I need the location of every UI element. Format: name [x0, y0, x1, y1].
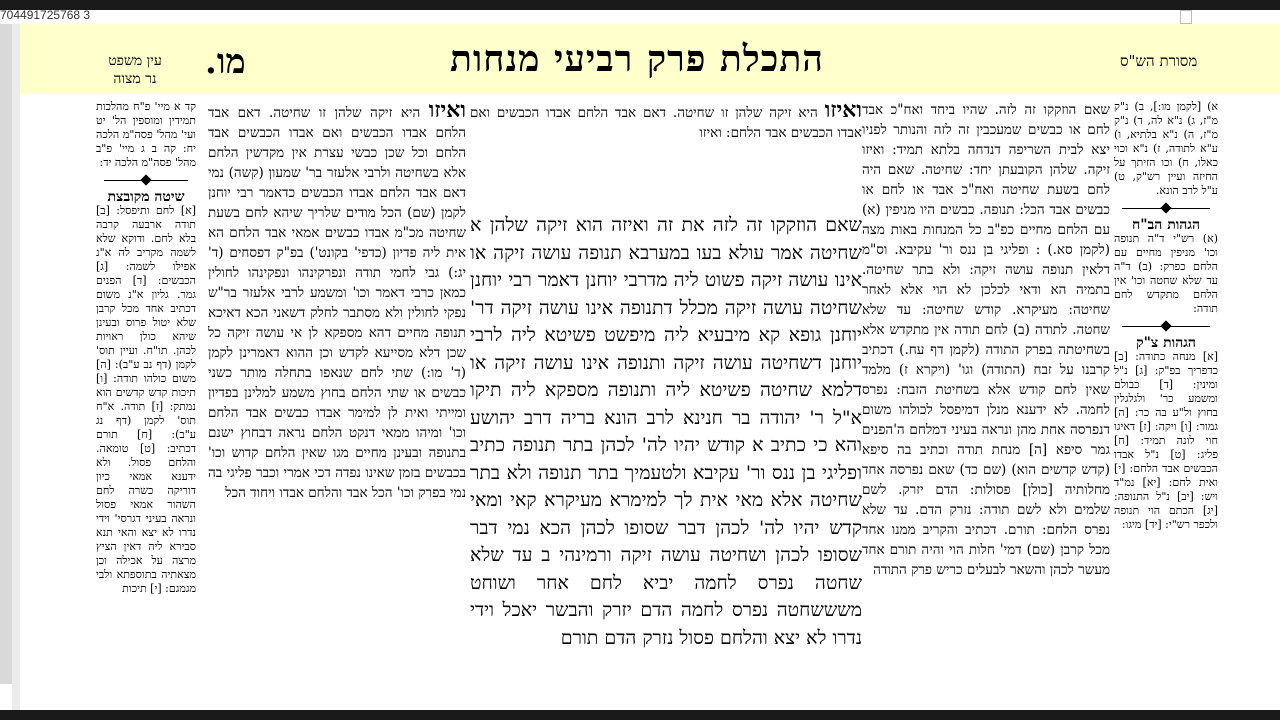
header-ein-mishpat: [102, 52, 168, 88]
left-scroll-rail[interactable]: [0, 24, 12, 684]
top-commentary: [470, 100, 862, 210]
shita-title: שיטה מקובצת: [107, 189, 185, 205]
rashi-column: [862, 100, 1110, 708]
tzion-title: הגהות צ"ק: [1136, 335, 1196, 351]
page-id-label: 704491725768 3: [0, 8, 91, 22]
ein-mishpat-notes: קד א מיי' פ"ח מהלכות תמידין ומוספין הל' יט ועי' מהל' פסה"מ הלכה יח: קה ב ג מיי' פ"ב מהל' פסה"מ הלכה יד:: [96, 100, 196, 169]
gemara-text: [470, 212, 862, 708]
divider-ornament: [96, 176, 196, 184]
shita-text: [א] לחם ותיפסל: [ב] תודה ארבעה קרבה בלא לחם. ודוקא שלא לשמה מקריב לה א"נ אפילו לשמה: [ג] הכבשים: [ד] הפנים גמר. גליון א"נ משום דכתיב אחד מכל קרבן שלא יטול פרוס ובעינן שיהא כולן ראויות לכהן. תו"ח. ועיין תוס' לקמן (דף נב ע"ב): [ה] משום כולהו תודה: [ו] תיכות קדש קדשים הוא נמתק: [ז] תודה. א"ח תוס' לקמן (דף נג ע"ב): [ח] תורם דכתיב: [ט] טומאה. והלחם פסול. ולא ידענא אמאי כיון דוריקה כשרה לחם השהור אמאי פסול ונראה בעיני דגרסי' וידי נדרו לא יצא והאי תנא סבירא ליה דאין הציץ מרצה על אכילה וכן מצאתיה בתוספתא ולבי מגמגם: [י] תיכות: [96, 204, 196, 595]
header-daf: מו.: [205, 42, 246, 82]
masoret-column: [1114, 100, 1218, 708]
header-title: התכלת פרק רביעי מנחות: [450, 38, 824, 80]
hagahot-title: הגהות הב"ח: [1131, 217, 1201, 233]
gemara-body: שאם הוזקקו זה לזה את זה ואיזה הוא זיקה שלהן א שחיטה אמר עולא בעו במערבא תנופה עושה זיקה או אינו עושה זיקה פשוט ליה מדרבי יוחנן דאמר רבי יוחנן שחיטה עושה זיקה מכלל דתנופה אינו עושה זיקה דר' יוחנן גופא קא מיבעיא ליה מיפשט פשיטא ליה לרבי יוחנן דשחיטה עושה זיקה ותנופה אינו עושה זיקה או דלמא שחיטה פשיטא ליה ותנופה מספקא ליה תיקו א"ל ר' יהודה בר חנינא לרב הונא בריה דרב יהושע והא כי כתיב א קודש יהיו לה' לכהן בתר תנופה כתיב ופליגי בן ננס ור' עקיבא ולטעמיך בתר תנופה ולא בתר שחיטה אלא מאי אית לך למימרא מעיקרא קאי ומאי קדש יהיו לה' לכהן דבר שסופו לכהן הכא נמי דבר שסופו לכהן ושחיטה עושה זיקה ורמינהי ב עד שלא שחטה נפרס לחמה יביא לחם אחר ושוחט משששחטה נפרס לחמה הדם יזרק והבשר יאכל וידי נדרו לא יצא והלחם פסול נזרק הדם תורם: [470, 214, 862, 649]
header-masoret: מסורת הש"ס: [1120, 52, 1198, 70]
hagahot-text: (א) רש"י ד"ה תנופה וכו' מניפין מחיים עם הלחם כפרק: (ב) ד"ה עד שלא שחטה וכו' אין הלחם מתקדש לחם תודה:: [1114, 232, 1218, 315]
top-bar: [0, 0, 1280, 10]
bottom-bar: [0, 710, 1280, 720]
left-margin: [12, 24, 20, 710]
rashi-text: שאם הוזקקו זה לזה. שהיו ביחד ואח"כ אבד לחם או כבשים שמעכבין זה לזה והנותר לפניו יצא לבית השריפה דנדחה בלתא תמיד: ואיזו זיקה. שלהן הקובעתן יחד: שחיטה. שאם היה לחם בשעת שחיטה ואח"כ אבד או לחם או כבשים אבד הכל: תנופה. כבשים היו מניפין (א) עם הלחם מחיים כפ"ב כל המנחות באות מצה (לקמן סא.) : ופליגי בן ננס ור' עקיבא. וס"מ דלאין תנופה עושה זיקה: ולא בתר שחיטה. בתמיה הא ודאי לכלכן לא הוי אלא לאחר שחיטה: מעיקרא. קודש שחיטה: עד שלא שחטה. לתודה (ב) לחם תודה אין מתקדש אלא בשחיטתה בפרק התודה (לקמן דף עח.) דכתיב קרבנו על זבח (התודה) וגו' (ויקרא ז) מלמד שאין לחם קודש אלא בשחיטת הזבח: נפרס לחמה. לא ידענא מנלן דמיפסל לכולהו משום דנפרסה אחת מהן ונראה בעיני דמלחם ה'הפנים גמר סיפא [ה] מנחת תודה וכתיב בה סיפא (קדש קדשים הוא) (שם כד) שאם נפרסה אחד מחלותיה [כולן] פסולות: הדם יזרק. לשם שלמים ולא לשם תודה: נזרק הדם. עד שלא נפרס הלחם: תורם. דכתיב והקריב ממנו אחד מכל קרבן (שם) דמי' חלות הוי והיה תורם אחד מעשר לכהן והשאר לבעלים כריש פרק התודה: [862, 102, 1110, 578]
divider-ornament: [1114, 322, 1218, 330]
tosafot-text: היא זיקה שלהן זו שחיטה. דאם אבד הלחם אבדו הכבשים ואם אבדו הכבשים אבד הלחם וכל שכן כבשי עצרת אין מקדשין הלחם אלא בשחיטה ולרבי אלעזר בר' שמעון (קשה) נמי דאם אבד הלחם אבדו הכבשים כדאמר רבי יוחנן לקמן (שם) הכל מודים שלריך שיהא לחם בשעת שחיטה מכ"מ אבדו כבשים אמאי אבד הלחם הא אית ליה פדיון (כדפי' בקונט') בפ"ק דפסחים (ד' יג:) גבי לחמי תודה ונפרקינהו ונפקינהו לחולין כמאן כרבי דאמר וכו' ומשמע לרבי אלעזר בר"ש נפקי לחולין ולא מסתבר לחלק דשאני הכא דאיכא תנופה מחיים דהא מספקא לן אי עושה זיקה כל שכן דלא מסייעא לקדש וכן ההוא דאמרינן לקמן (ד' מו:) שתי לחם שנאפו בתחלה מותר כשני כבשים או שתי הלחם בחוץ משמע למלינן בפדיון ומייתי ואית לן למימר אבדו כבשים אבד הלחם וכו' ומיהו ממאי דנקט הלחם נראה דבחוץ ישנם בתנופה ובעינן מחיים מגו שאין הלחם קדוש וכו' בכבשים בזמן שאינו נפדה דכי אמרי וכבר פליגי בה נמי בפרק וכו' הכל אבד והלחם אבדו ויחוד הכל: [208, 105, 466, 501]
top-dibur: ואיזו: [824, 100, 862, 123]
ein-mishpat-label: עין משפט נר מצוה: [108, 53, 162, 87]
ein-mishpat-column: [96, 100, 196, 708]
tosafot-dibur: ואיזו: [428, 100, 466, 123]
scrollbar-thumb[interactable]: [1180, 10, 1192, 24]
divider-ornament: [1114, 204, 1218, 212]
top-commentary-text: היא זיקה שלהן זו שחיטה. דאם אבד הלחם אבדו הכבשים ואם אבדו הכבשים אבד הלחם: ואיזו: [470, 105, 862, 141]
masoret-notes: א) [לקמן מו:], ב) נ"ק מ"ז, ג) נ"א לה, ד) נ"ק מ"ז, ה) נ"א בלתיא, ו) ע"א לתודה, ז) נ"א וכוי כאלו, ח) וכו הזיתך על החיזה ועיין רש"ק, ט) ע"ל לרב הונא.: [1114, 100, 1218, 197]
tosafot-column: [208, 100, 466, 708]
tzion-text: [א] מנחה כתודה: [ב] כדפריך בפ"ק: [ג] נ"ל ומינין: [ד] כבולם ומשמע כר' ולגלגלין בחוץ ול"ע בה כר: [ה] גמור: [ו] ויקה: [ז] דאיגו חוי לונה תמיד: [ח] פליג: [ט] נ"ל אבדו הכבשים אבד הלחם: [י] ואית לחם: [יא] נמ"ד ויש: [יב] נ"ל התנופה: [יג] הכתם הוי תנופה ולכפר רש"י: [יד] מיגו:: [1114, 350, 1218, 531]
